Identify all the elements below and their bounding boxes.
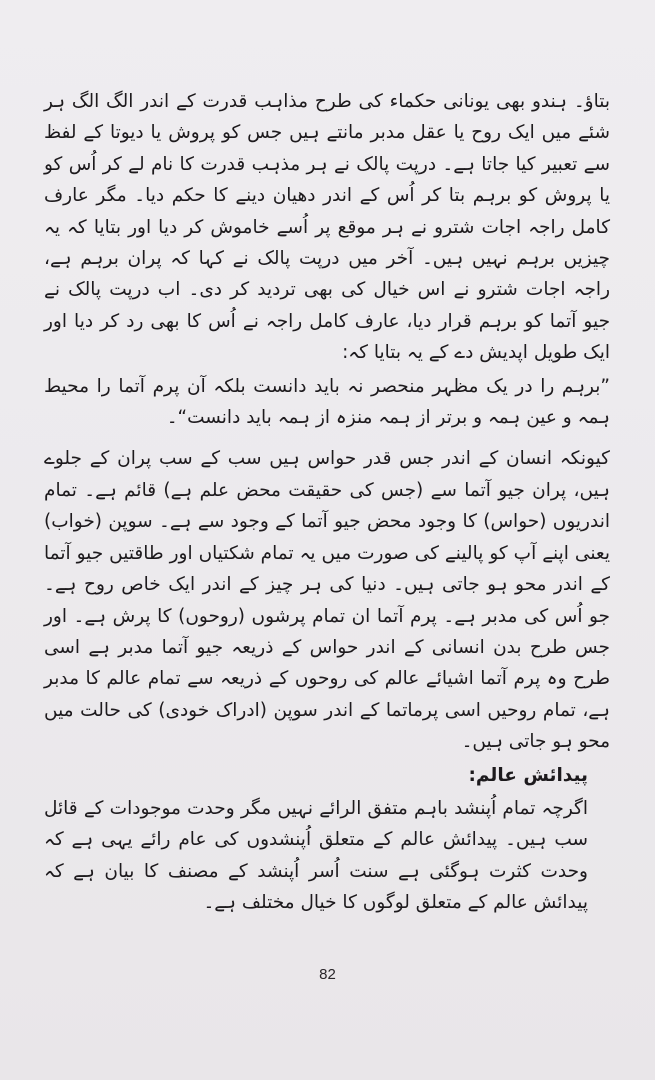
- quotation: ”برہم را در یک مظہر منحصر نہ باید دانست بلکہ آن پرم آتما را محیط ہمہ و عین ہمہ و برتر از ہمہ منزہ از ہمہ باید دانست“۔: [44, 375, 610, 429]
- paragraph-intro: بتاؤ۔ ہندو بھی یونانی حکماء کی طرح مذاہب قدرت کے اندر الگ الگ ہر شئے میں ایک روح یا عقل مدبر مانتے ہیں جس کو پروش یا دیوتا کے لفظ سے تعبیر کیا جاتا ہے۔ درپت پالک نے ہر مذہب قدرت کا نام لے کر اُس کو یا پروش کو برہم بتا کر اُس کے اندر دھیان دینے کا حکم دیا۔ مگر عارف کامل راجہ اجات شترو نے ہر موقع پر اُسے خاموش کر دیا اور بتایا کہ یہ چیزیں برہم نہیں ہیں۔ آخر میں درپت پالک نے کہا کہ پران برہم ہے، راجہ اجات شترو نے اس خیال کی بھی تردید کر دی۔ اب درپت پالک نے جیو آتما کو برہم قرار دیا، عارف کامل راجہ نے اُس کا بھی رد کر دیا اور ایک طویل اپدیش دے کے یہ بتایا کہ:: [44, 91, 610, 364]
- section-heading: پیدائش عالم:: [468, 764, 588, 786]
- paragraph-senses: کیونکہ انسان کے اندر جس قدر حواس ہیں سب کے سب پران کے جلوے ہیں، پران جیو آتما سے (جس کی حقیقت محض علم ہے) قائم ہے۔ تمام اندریوں (حواس) کا وجود محض جیو آتما کے وجود سے ہے۔ سوپن (خواب) یعنی اپنے آپ کو پالینے کی صورت میں یہ تمام شکتیاں اور طاقتیں جیو آتما کے اندر محو ہو جاتی ہیں۔ دنیا کی ہر چیز کے اندر ایک خاص روح ہے۔ جو اُس کی مدبر ہے۔ پرم آتما ان تمام پرشوں (روحوں) کا پرش ہے۔ اور جس طرح بدن انسانی کے اندر حواس کے ذریعہ جیو آتما مدبر ہے اسی طرح وہ پرم آتما اشیائے عالم کی روحوں کے ذریعہ سے تمام عالم کا مدبر ہے، تمام روحیں اسی پرماتما کے اندر سوپن (ادراک خودی) کی حالت میں محو ہو جاتی ہیں۔: [44, 448, 610, 753]
- paragraph-creation: اگرچہ تمام اُپنشد باہم متفق الرائے نہیں مگر وحدت موجودات کے قائل سب ہیں۔ پیدائش عالم کے متعلق اُپنشدوں کی عام رائے یہی ہے کہ وحدت کثرت ہوگئی ہے سنت اُسر اُپنشد کے مصنف کا بیان ہے کہ پیدائش عالم کے متعلق لوگوں کا خیال مختلف ہے۔: [44, 797, 588, 914]
- page-number: 82: [319, 966, 336, 983]
- page-body: [44, 86, 610, 919]
